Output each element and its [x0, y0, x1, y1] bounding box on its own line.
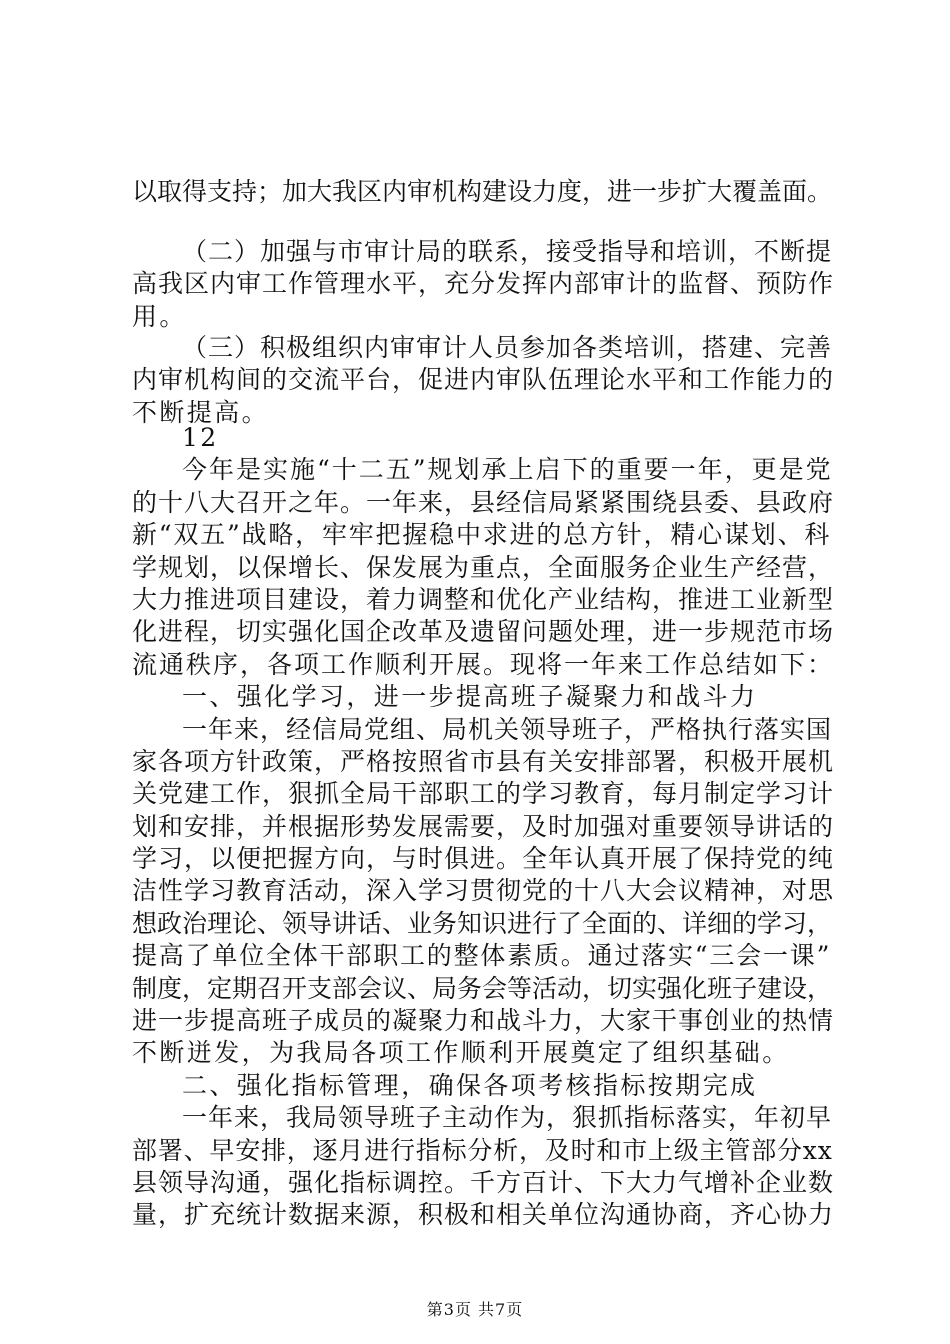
text-line: 不断迸发，为我局各项工作顺利开展奠定了组织基础。 — [132, 1038, 790, 1068]
text-line: 量，扩充统计数据来源，积极和相关单位沟通协商，齐心协力 — [132, 1200, 835, 1230]
text-line: 不断提高。 — [132, 397, 270, 427]
text-line: （三）积极组织内审审计人员参加各类培训，搭建、完善 — [182, 333, 833, 362]
text-line: 内审机构间的交流平台，促进内审队伍理论水平和工作能力的 — [132, 365, 835, 395]
text-line: 学规划，以保增长、保发展为重点，全面服务企业生产经营， — [132, 552, 835, 582]
text-line: 的十八大召开之年。一年来，县经信局紧紧围绕县委、县政府 — [132, 487, 835, 517]
section-number: 12 — [182, 423, 219, 452]
text-line: （二）加强与市审计局的联系，接受指导和培训，不断提 — [182, 237, 833, 266]
paragraph-item-3 — [132, 332, 836, 429]
text-line: 想政治理论、领导讲话、业务知识进行了全面的、详细的学习， — [132, 908, 833, 938]
section-heading-1: 一、强化学习，进一步提高班子凝聚力和战斗力 — [182, 682, 758, 712]
text-line: 今年是实施“十二五”规划承上启下的重要一年，更是党 — [182, 455, 833, 485]
section-heading-2: 二、强化指标管理，确保各项考核指标按期完成 — [182, 1070, 758, 1100]
text-line: 划和安排，并根据形势发展需要，及时加强对重要领导讲话的 — [132, 811, 835, 841]
text-line: 高我区内审工作管理水平，充分发挥内部审计的监督、预防作 — [132, 269, 835, 299]
text-line: 洁性学习教育活动，深入学习贯彻党的十八大会议精神，对思 — [132, 876, 835, 906]
text-line: 以取得支持；加大我区内审机构建设力度，进一步扩大覆盖面。 — [132, 177, 833, 206]
paragraph-top — [132, 176, 836, 208]
text-line: 家各项方针政策，严格按照省市县有关安排部署，积极开展机 — [132, 746, 835, 776]
text-line: 关党建工作，狠抓全局干部职工的学习教育，每月制定学习计 — [132, 779, 835, 809]
text-line: 部署、早安排，逐月进行指标分析，及时和市上级主管部分xx — [132, 1135, 833, 1165]
page-footer: 第3页 共7页 — [426, 1300, 524, 1319]
text-line: 用。 — [132, 301, 187, 331]
text-line: 新“双五”战略，牢牢把握稳中求进的总方针，精心谋划、科 — [132, 520, 832, 550]
text-line: 大力推进项目建设，着力调整和优化产业结构，推进工业新型 — [132, 584, 835, 614]
text-line: 提高了单位全体干部职工的整体素质。通过落实“三会一课” — [132, 941, 832, 971]
text-line: 一年来，我局领导班子主动作为，狠抓指标落实，年初早 — [182, 1103, 833, 1133]
text-line: 流通秩序，各项工作顺利开展。现将一年来工作总结如下： — [132, 649, 835, 679]
text-line: 制度，定期召开支部会议、局务会等活动，切实强化班子建设， — [132, 973, 833, 1003]
main-body — [132, 422, 836, 1232]
text-line: 化进程，切实强化国企改革及遗留问题处理，进一步规范市场 — [132, 617, 835, 647]
text-line: 进一步提高班子成员的凝聚力和战斗力，大家干事创业的热情 — [132, 1006, 835, 1036]
text-line: 一年来，经信局党组、局机关领导班子，严格执行落实国 — [182, 714, 833, 744]
paragraph-item-2 — [132, 236, 836, 333]
text-line: 县领导沟通，强化指标调控。千方百计、下大力气增补企业数 — [132, 1167, 835, 1197]
text-line: 学习，以便把握方向，与时俱进。全年认真开展了保持党的纯 — [132, 844, 835, 874]
